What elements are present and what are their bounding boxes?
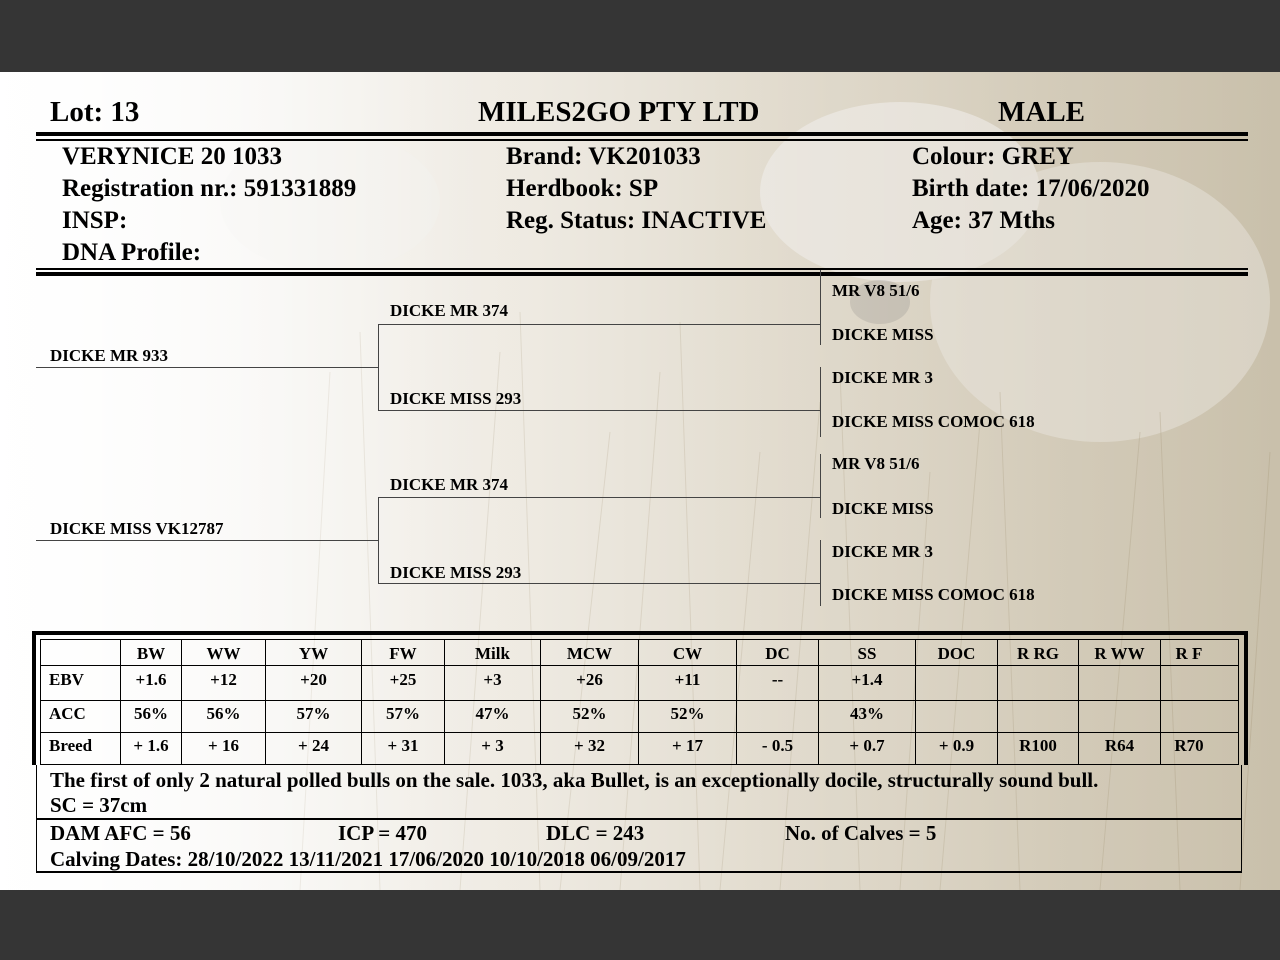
pedigree-ss-dam: DICKE MISS bbox=[832, 325, 934, 344]
number-of-calves: No. of Calves = 5 bbox=[785, 821, 937, 845]
reg-status: Reg. Status: INACTIVE bbox=[506, 207, 767, 234]
table-cell: +3 bbox=[483, 670, 502, 689]
pedigree-dd-dam: DICKE MISS COMOC 618 bbox=[832, 585, 1035, 604]
col-header-yw: YW bbox=[298, 644, 329, 663]
table-cell: 56% bbox=[134, 704, 168, 723]
dlc: DLC = 243 bbox=[546, 821, 645, 845]
table-cell: - 0.5 bbox=[761, 736, 794, 755]
table-cell: + 0.9 bbox=[938, 736, 975, 755]
table-cell: 52% bbox=[572, 704, 607, 723]
birth-date: Birth date: 17/06/2020 bbox=[912, 175, 1150, 202]
table-cell: + 3 bbox=[481, 736, 504, 755]
col-header-rrg: R RG bbox=[1016, 644, 1060, 663]
sex: MALE bbox=[998, 96, 1085, 128]
table-cell: 52% bbox=[670, 704, 705, 723]
dna-profile: DNA Profile: bbox=[62, 239, 202, 266]
table-cell: 57% bbox=[296, 704, 331, 723]
table-cell: + 1.6 bbox=[133, 736, 169, 755]
table-cell: +20 bbox=[300, 670, 327, 689]
header-rule-thin bbox=[36, 139, 1248, 141]
brand: Brand: VK201033 bbox=[506, 143, 701, 170]
col-header-ww: WW bbox=[206, 644, 241, 663]
age: Age: 37 Mths bbox=[912, 207, 1056, 234]
details-rule-thin bbox=[36, 268, 1248, 270]
col-header-bw: BW bbox=[136, 644, 166, 663]
col-header-dc: DC bbox=[765, 644, 790, 663]
table-cell: + 16 bbox=[208, 736, 239, 755]
icp: ICP = 470 bbox=[338, 821, 427, 845]
col-header-rf: R F bbox=[1175, 644, 1203, 663]
table-cell: R100 bbox=[1019, 736, 1057, 755]
seller-name: MILES2GO PTY LTD bbox=[478, 96, 760, 128]
table-cell: +25 bbox=[389, 670, 417, 689]
calving-dates: Calving Dates: 28/10/2022 13/11/2021 17/06/2020 10/10/2018 06/09/2017 bbox=[50, 847, 686, 871]
registration-number: Registration nr.: 591331889 bbox=[62, 175, 357, 202]
table-cell: 47% bbox=[475, 704, 510, 723]
table-cell: R70 bbox=[1174, 736, 1204, 755]
col-header-rww: R WW bbox=[1094, 644, 1145, 663]
table-cell: + 0.7 bbox=[849, 736, 885, 755]
table-cell: +1.6 bbox=[135, 670, 167, 689]
pedigree-dam-sire: DICKE MR 374 bbox=[390, 475, 509, 494]
row-label-breed: Breed bbox=[49, 736, 93, 755]
table-cell: + 24 bbox=[298, 736, 329, 755]
pedigree-dam: DICKE MISS VK12787 bbox=[50, 519, 224, 538]
pedigree-sd-dam: DICKE MISS COMOC 618 bbox=[832, 412, 1035, 431]
table-cell: +26 bbox=[576, 670, 603, 689]
header-rule-thick bbox=[36, 132, 1248, 136]
col-header-mcw: MCW bbox=[566, 644, 613, 663]
pedigree-ss-sire: MR V8 51/6 bbox=[832, 281, 920, 300]
col-header-cw: CW bbox=[672, 644, 703, 663]
table-cell: +12 bbox=[210, 670, 237, 689]
col-header-doc: DOC bbox=[937, 644, 976, 663]
pedigree-sire: DICKE MR 933 bbox=[50, 346, 169, 365]
pedigree-sire-sire: DICKE MR 374 bbox=[390, 301, 509, 320]
animal-name: VERYNICE 20 1033 bbox=[62, 143, 282, 170]
col-header-fw: FW bbox=[389, 644, 417, 663]
table-cell: + 32 bbox=[574, 736, 605, 755]
table-cell: + 31 bbox=[387, 736, 419, 755]
row-label-acc: ACC bbox=[49, 704, 86, 723]
col-header-milk: Milk bbox=[475, 644, 510, 663]
scrotal-circumference: SC = 37cm bbox=[50, 793, 148, 817]
row-label-ebv: EBV bbox=[49, 670, 84, 689]
dam-afc: DAM AFC = 56 bbox=[50, 821, 191, 845]
table-cell: + 17 bbox=[672, 736, 703, 755]
colour: Colour: GREY bbox=[912, 143, 1074, 170]
comment-text: The first of only 2 natural polled bulls on the sale. 1033, aka Bullet, is an exceptionally docile, structurally sound bull. bbox=[50, 768, 1099, 792]
col-header-ss: SS bbox=[857, 644, 877, 663]
lot-number: Lot: 13 bbox=[50, 96, 140, 128]
herdbook: Herdbook: SP bbox=[506, 175, 659, 202]
pedigree-dd-sire: DICKE MR 3 bbox=[832, 542, 934, 561]
pedigree-sire-dam: DICKE MISS 293 bbox=[390, 389, 522, 408]
lot-card bbox=[0, 72, 1280, 890]
table-cell: +1.4 bbox=[851, 670, 883, 689]
table-cell: +11 bbox=[674, 670, 701, 689]
pedigree-sd-sire: DICKE MR 3 bbox=[832, 368, 934, 387]
pedigree-dam-dam: DICKE MISS 293 bbox=[390, 563, 522, 582]
table-cell: R64 bbox=[1104, 736, 1135, 755]
pedigree-ds-sire: MR V8 51/6 bbox=[832, 454, 920, 473]
insp: INSP: bbox=[62, 207, 128, 234]
pedigree-ds-dam: DICKE MISS bbox=[832, 499, 934, 518]
details-rule-thick bbox=[36, 272, 1248, 276]
table-cell: 57% bbox=[386, 704, 420, 723]
table-cell: -- bbox=[771, 670, 784, 689]
table-cell: 56% bbox=[206, 704, 241, 723]
table-cell: 43% bbox=[850, 704, 884, 723]
